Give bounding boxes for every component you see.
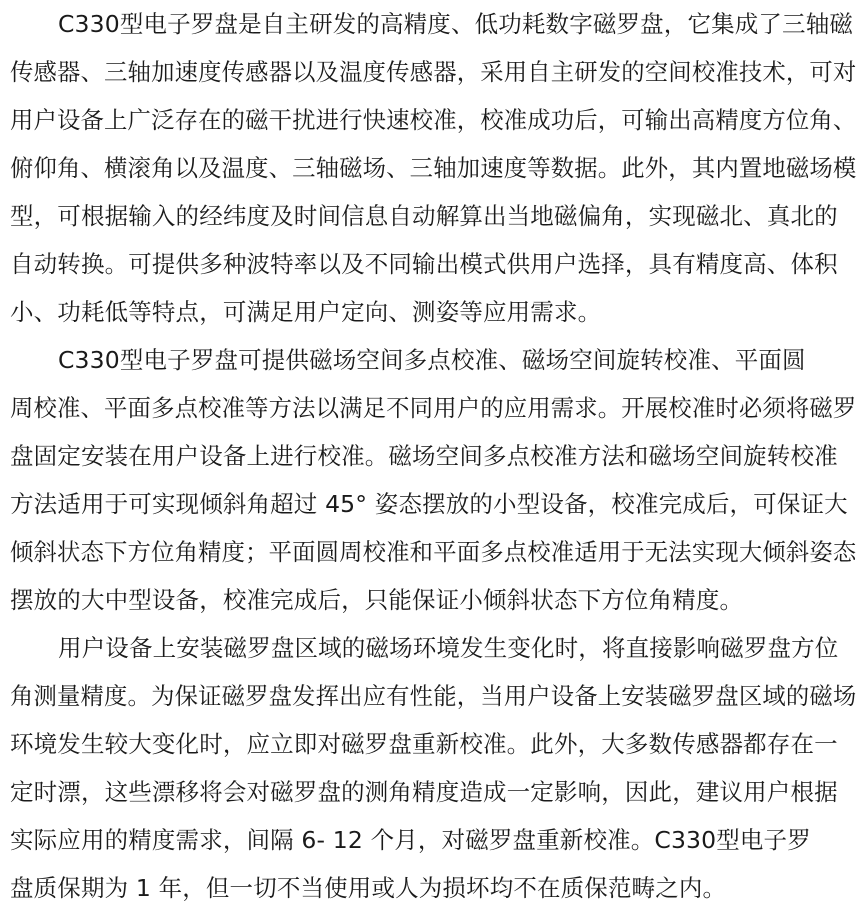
text-line: 倾斜状态下方位角精度；平面圆周校准和平面多点校准适用于无法实现大倾斜姿态	[10, 538, 857, 566]
text-line: 用户设备上安装磁罗盘区域的磁场环境发生变化时，将直接影响磁罗盘方位	[58, 634, 839, 662]
text-line: 环境发生较大变化时，应立即对磁罗盘重新校准。此外，大多数传感器都存在一	[10, 730, 838, 758]
text-line: 方法适用于可实现倾斜角超过 45° 姿态摆放的小型设备，校准完成后，可保证大	[10, 490, 848, 518]
text-line: 小、功耗低等特点，可满足用户定向、测姿等应用需求。	[10, 298, 602, 326]
text-line: 周校准、平面多点校准等方法以满足不同用户的应用需求。开展校准时必须将磁罗	[10, 394, 857, 422]
text-line: 实际应用的精度需求，间隔 6- 12 个月，对磁罗盘重新校准。C330型电子罗	[10, 826, 811, 854]
text-line: 定时漂，这些漂移将会对磁罗盘的测角精度造成一定影响，因此，建议用户根据	[10, 778, 838, 806]
text-line: 用户设备上广泛存在的磁干扰进行快速校准，校准成功后，可输出高精度方位角、	[10, 106, 857, 134]
text-line: 俯仰角、横滚角以及温度、三轴磁场、三轴加速度等数据。此外，其内置地磁场模	[10, 154, 857, 182]
text-line: C330型电子罗盘可提供磁场空间多点校准、磁场空间旋转校准、平面圆	[58, 346, 806, 374]
text-line: 盘固定安装在用户设备上进行校准。磁场空间多点校准方法和磁场空间旋转校准	[10, 442, 838, 470]
text-line: 传感器、三轴加速度传感器以及温度传感器，采用自主研发的空间校准技术，可对	[10, 58, 857, 86]
text-line: 自动转换。可提供多种波特率以及不同输出模式供用户选择，具有精度高、体积	[10, 250, 838, 278]
text-line: C330型电子罗盘是自主研发的高精度、低功耗数字磁罗盘，它集成了三轴磁	[58, 10, 854, 38]
text-line: 摆放的大中型设备，校准完成后，只能保证小倾斜状态下方位角精度。	[10, 586, 744, 614]
text-line: 型，可根据输入的经纬度及时间信息自动解算出当地磁偏角，实现磁北、真北的	[10, 202, 838, 230]
text-line: 盘质保期为 1 年，但一切不当使用或人为损坏均不在质保范畴之内。	[10, 874, 727, 902]
text-line: 角测量精度。为保证磁罗盘发挥出应有性能，当用户设备上安装磁罗盘区域的磁场	[10, 682, 857, 710]
